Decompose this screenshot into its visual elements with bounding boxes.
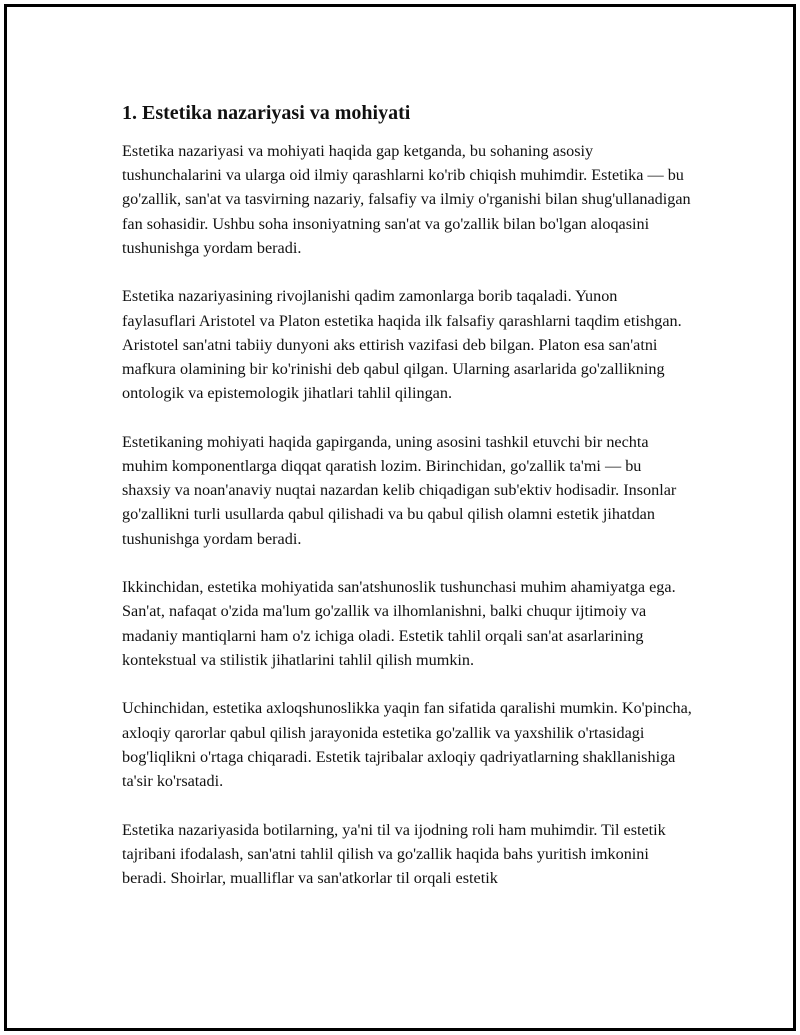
paragraph-1: Estetika nazariyasi va mohiyati haqida gap ketganda, bu sohaning asosiy tushunchalarini va ularga oid ilmiy qarashlarni ko'rib chiqish muhimdir. Estetika — bu go'zallik, san'at va tasvirning nazariy, falsafiy va ilmiy o'rganishi bilan shug'ullanadigan fan sohasidir. Ushbu soha insoniyatning san'at va go'zallik bilan bo'lgan aloqasini tushunishga yordam beradi. xyxy=(122,142,691,257)
section-title: 1. Estetika nazariyasi va mohiyati xyxy=(122,102,411,124)
paragraph-4: Ikkinchidan, estetika mohiyatida san'atshunoslik tushunchasi muhim ahamiyatga ega. San'at, nafaqat o'zida ma'lum go'zallik va ilhomlanishni, balki chuqur ijtimoiy va madaniy mantiqlarni ham o'z ichiga oladi. Estetik tahlil orqali san'at asarlarining kontekstual va stilistik jihatlarini tahlil qilish mumkin. xyxy=(122,578,676,669)
paragraph-5: Uchinchidan, estetika axloqshunoslikka yaqin fan sifatida qaralishi mumkin. Ko'pincha, axloqiy qarorlar qabul qilish jarayonida estetika go'zallik va yaxshilik o'rtasidagi bog'liqlikni o'rtaga chiqaradi. Estetik tajribalar axloqiy qadriyatlarning shakllanishiga ta'sir ko'rsatadi. xyxy=(122,699,692,791)
paragraph-6: Estetika nazariyasida botilarning, ya'ni til va ijodning roli ham muhimdir. Til estetik tajribani ifodalash, san'atni tahlil qilish va go'zallik haqida bahs yuritish imkonini beradi. Shoirlar, mualliflar va san'atkorlar til orqali estetik xyxy=(122,820,666,888)
paragraph-3: Estetikaning mohiyati haqida gapirganda, uning asosini tashkil etuvchi bir nechta muhim komponentlarga diqqat qaratish lozim. Birinchidan, go'zallik ta'mi — bu shaxsiy va noan'anaviy nuqtai nazardan kelib chiqadigan sub'ektiv hodisadir. Insonlar go'zallikni turli usullarda qabul qilishadi va bu qabul qilish olamni estetik jihatdan tushunishga yordam beradi. xyxy=(122,432,677,548)
paragraph-2: Estetika nazariyasining rivojlanishi qadim zamonlarga borib taqaladi. Yunon faylasuflari Aristotel va Platon estetika haqida ilk falsafiy qarashlarni taqdim etishgan. Aristotel san'atni tabiiy dunyoni aks ettirish vazifasi deb bilgan. Platon esa san'atni mafkura olamining bir ko'rinishi deb qabul qilgan. Ularning asarlarida go'zallikning ontologik va epistemologik jihatlari tahlil qilingan. xyxy=(122,287,682,403)
document-body xyxy=(122,99,692,915)
page-frame xyxy=(4,4,796,1031)
